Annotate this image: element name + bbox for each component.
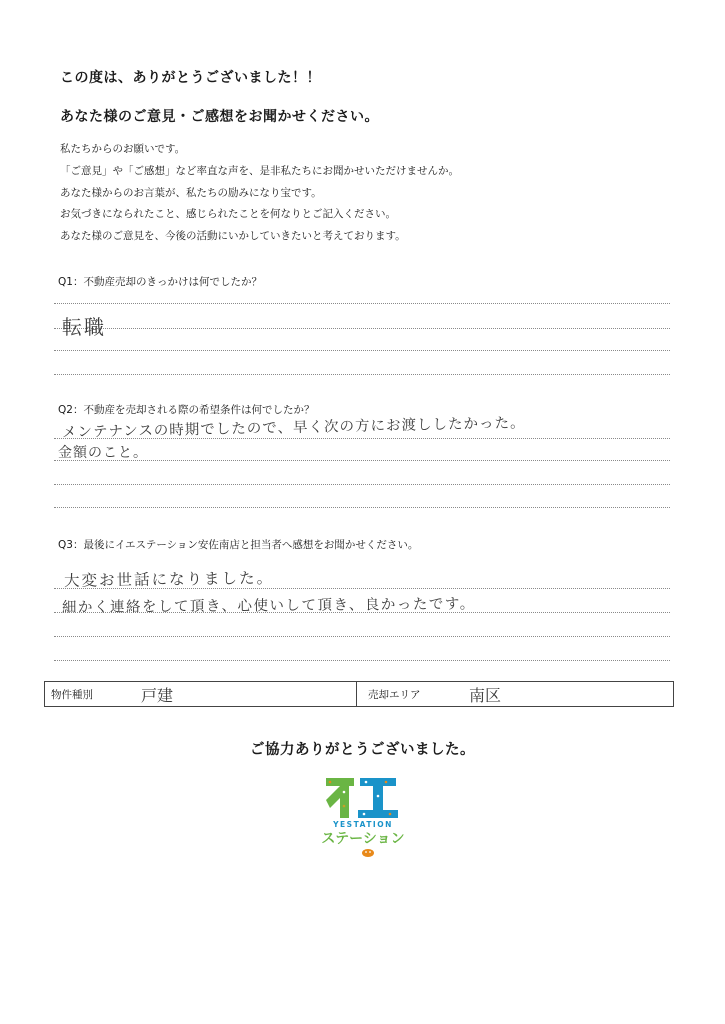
logo-wordmark: YESTATION — [333, 820, 393, 829]
yestation-logo — [320, 770, 410, 860]
intro-line: あなた様からのお言葉が、私たちの励みになり宝です。 — [60, 186, 322, 199]
q2-answer-line: 金額のこと。 — [58, 445, 148, 461]
answer-line — [54, 303, 670, 304]
logo-brand: ステーション — [321, 831, 405, 847]
q1-question: Q1：不動産売却のきっかけは何でしたか？ — [58, 276, 262, 288]
answer-line — [54, 660, 670, 661]
intro-line: 「ご意見」や「ご感想」など率直な声を、是非私たちにお聞かせいただけませんか。 — [60, 164, 459, 177]
q2-answer-line: メンテナンスの時期でしたので、早く次の方にお渡ししたかった。 — [61, 415, 526, 441]
q3-question: Q3：最後にイエステーション安佐南店と担当者へ感想をお聞かせください。 — [58, 539, 419, 551]
q3-answer-line: 細かく連絡をして頂き、心使いして頂き、良かったです。 — [61, 596, 476, 616]
intro-line: あなた様のご意見を、今後の活動にいかしていきたいと考えております。 — [60, 230, 406, 243]
answer-line — [54, 374, 670, 375]
sale-area-label: 売却エリア — [368, 689, 421, 701]
request-heading: あなた様のご意見・ご感想をお聞かせください。 — [60, 109, 379, 125]
thanks-heading: この度は、ありがとうございました！！ — [60, 70, 321, 86]
answer-line — [54, 507, 670, 508]
property-type-label: 物件種別 — [51, 689, 93, 701]
answer-line — [54, 328, 670, 329]
answer-line — [54, 484, 670, 485]
yestation-logo-graphic — [320, 770, 410, 860]
intro-paragraph — [60, 139, 459, 248]
intro-line: 私たちからのお願いです。 — [60, 143, 186, 155]
answer-line — [54, 636, 670, 637]
sale-area-value: 南区 — [469, 686, 502, 705]
closing-message: ご協力ありがとうございました。 — [250, 742, 475, 758]
q1-answer-line: 転職 — [62, 315, 106, 339]
property-type-value: 戸建 — [141, 686, 174, 705]
q2-question: Q2：不動産を売却される際の希望条件は何でしたか？ — [58, 404, 315, 416]
intro-line: お気づきになられたこと、感じられたことを何なりとご記入ください。 — [60, 208, 396, 221]
info-divider — [356, 682, 357, 706]
answer-line — [54, 350, 670, 351]
property-info-box — [44, 681, 674, 707]
q3-answer-line: 大変お世話になりました。 — [63, 569, 275, 590]
